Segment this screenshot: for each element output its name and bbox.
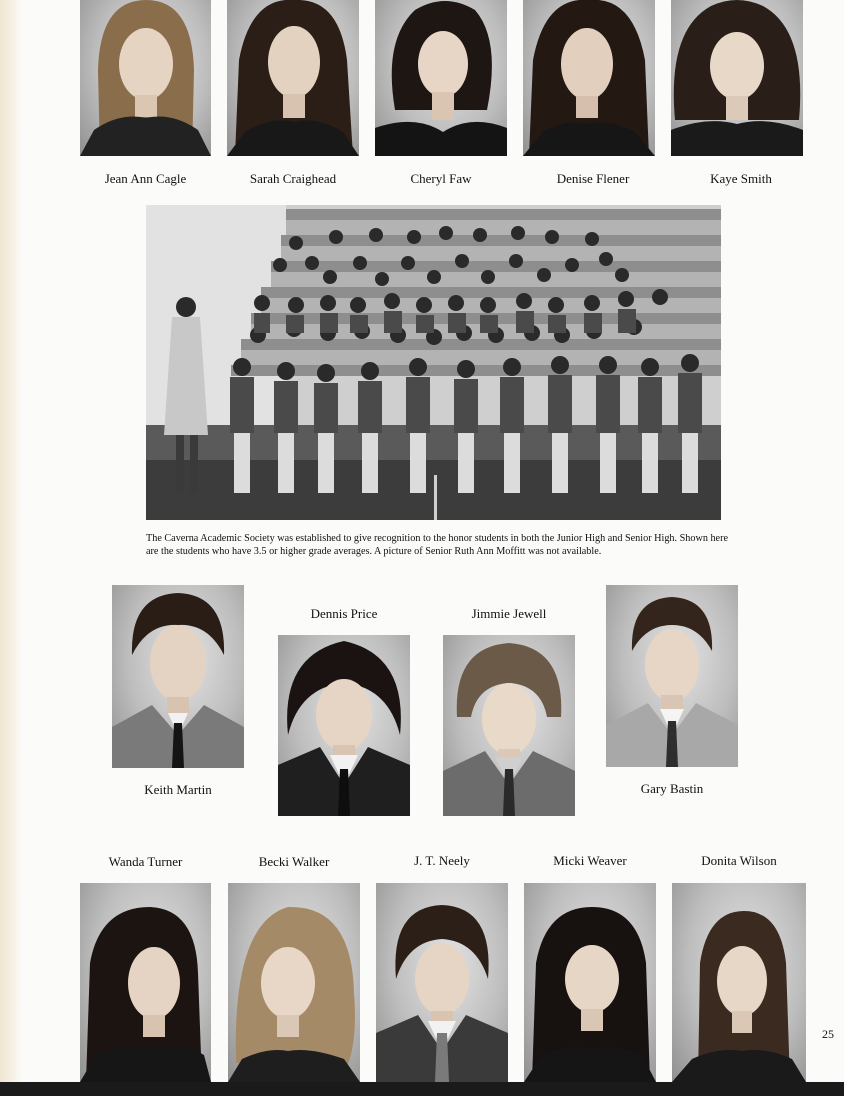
student-name: Jean Ann Cagle bbox=[104, 171, 187, 186]
portrait-photo bbox=[671, 0, 803, 156]
group-photo-caption: The Caverna Academic Society was established to give recognition to the honor students in both the Junior High and Senior High. Shown here are the students who have 3.5 or higher grade averages. A picture of Senior Ruth Ann Moffitt was not available. bbox=[146, 533, 728, 557]
portrait-photo bbox=[228, 883, 360, 1082]
student-name: Keith Martin bbox=[144, 782, 212, 797]
portrait-photo bbox=[80, 0, 211, 156]
student-name: Becki Walker bbox=[258, 854, 330, 869]
student-name: Cheryl Faw bbox=[410, 171, 472, 186]
portrait-photo bbox=[672, 883, 806, 1082]
group-photo bbox=[146, 205, 721, 520]
portrait-photo bbox=[524, 883, 656, 1082]
student-name: Wanda Turner bbox=[108, 854, 183, 869]
page-bottom-edge bbox=[0, 1082, 844, 1096]
portrait-photo bbox=[606, 585, 738, 767]
portrait-photo bbox=[227, 0, 359, 156]
student-name: Gary Bastin bbox=[640, 781, 704, 796]
student-name: Kaye Smith bbox=[710, 171, 772, 186]
student-name: Denise Flener bbox=[556, 171, 630, 186]
student-name: Sarah Craighead bbox=[249, 171, 337, 186]
page-number: 25 bbox=[822, 1027, 834, 1041]
portrait-photo bbox=[80, 883, 211, 1082]
student-name: J. T. Neely bbox=[414, 853, 470, 868]
student-name: Dennis Price bbox=[310, 606, 378, 621]
student-name: Donita Wilson bbox=[701, 853, 777, 868]
page-binding-edge bbox=[0, 0, 22, 1096]
portrait-photo bbox=[523, 0, 655, 156]
portrait-photo bbox=[375, 0, 507, 156]
portrait-photo bbox=[112, 585, 244, 768]
student-name: Jimmie Jewell bbox=[471, 606, 547, 621]
portrait-photo bbox=[376, 883, 508, 1082]
student-name: Micki Weaver bbox=[553, 853, 627, 868]
portrait-photo bbox=[278, 635, 410, 816]
portrait-photo bbox=[443, 635, 575, 816]
